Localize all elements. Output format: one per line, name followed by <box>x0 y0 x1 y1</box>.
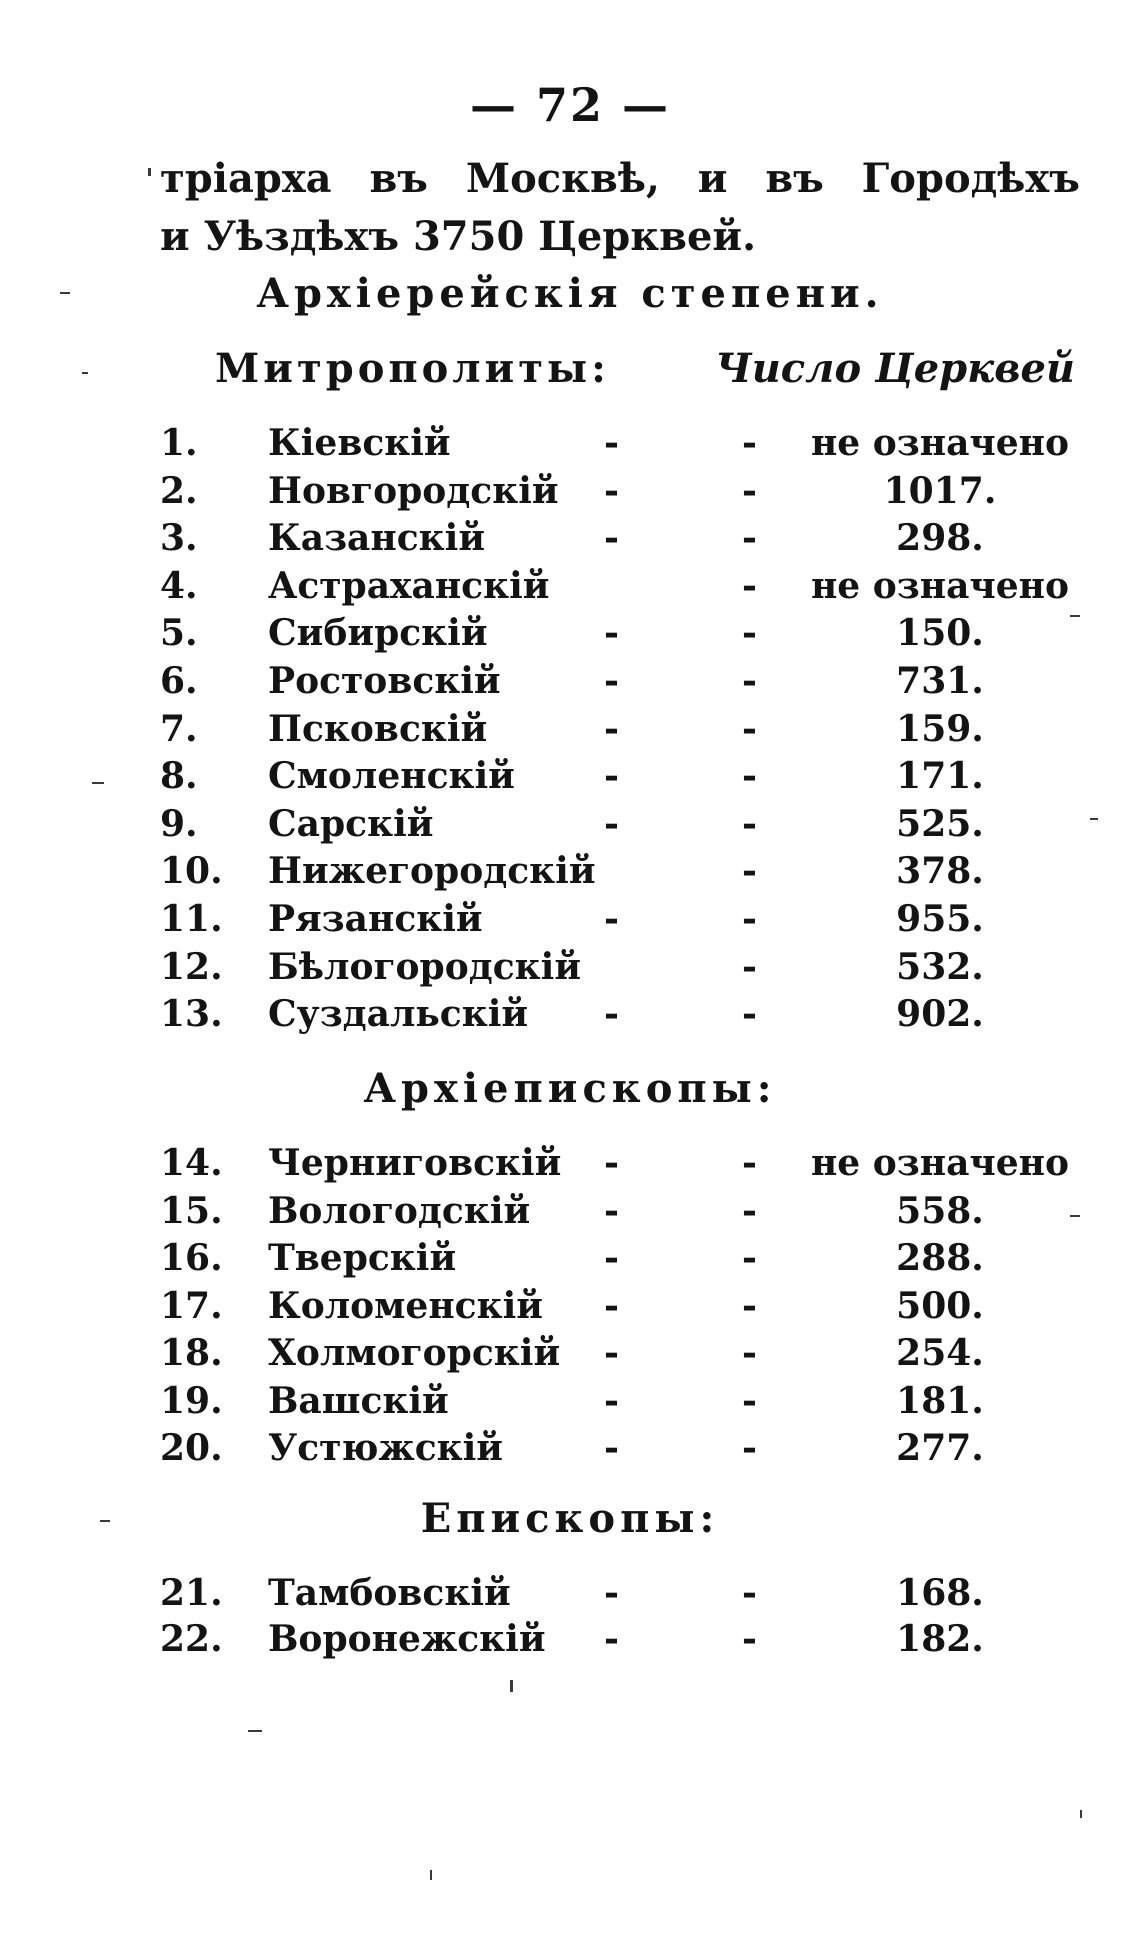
entry-number: 8. <box>160 755 198 798</box>
leader-dash: - <box>742 1427 757 1469</box>
leader-dash: - <box>742 802 757 845</box>
table-row <box>0 1140 1140 1186</box>
table-row <box>0 515 1140 561</box>
leader-dash: - <box>742 564 757 607</box>
intro-line-2: и Уѣздѣхъ 3750 Церквей. <box>160 213 756 260</box>
speck <box>248 1730 262 1732</box>
entry-number: 7. <box>160 707 198 750</box>
intro-word: тріарха <box>160 155 332 202</box>
table-row <box>0 753 1140 799</box>
church-count: 150. <box>896 612 984 655</box>
speck <box>1090 818 1098 820</box>
table-row <box>0 1425 1140 1471</box>
leader-dash: - <box>742 850 757 893</box>
leader-dash: - <box>604 517 619 560</box>
speck <box>92 782 104 784</box>
diocese-name: Рязанскій <box>268 898 483 940</box>
leader-dash: - <box>604 898 619 940</box>
leader-dash: - <box>604 1379 619 1422</box>
leader-dash: - <box>604 1237 619 1279</box>
leader-dash: - <box>604 1427 619 1469</box>
table-row <box>0 848 1140 894</box>
entry-number: 18. <box>160 1332 223 1374</box>
leader-dash: - <box>604 422 619 464</box>
leader-dash: - <box>742 660 757 702</box>
table-row <box>0 944 1140 990</box>
leader-dash: - <box>604 1332 619 1374</box>
table-row <box>0 991 1140 1037</box>
entry-number: 21. <box>160 1572 223 1614</box>
entry-number: 9. <box>160 802 198 845</box>
intro-paragraph <box>160 150 1080 266</box>
church-count: 731. <box>896 660 984 702</box>
speck <box>1070 615 1080 617</box>
table-row <box>0 658 1140 704</box>
leader-dash: - <box>742 1332 757 1374</box>
leader-dash: - <box>742 1237 757 1279</box>
church-count: 159. <box>896 707 984 750</box>
diocese-name: Астраханскій <box>268 564 550 607</box>
entry-number: 3. <box>160 517 198 560</box>
leader-dash: - <box>742 707 757 750</box>
leader-dash: - <box>742 1142 757 1184</box>
diocese-name: Суздальскій <box>268 993 529 1036</box>
church-count: 378. <box>896 850 984 893</box>
archbishops-title: Архіепископы: <box>363 1065 777 1112</box>
church-count: 532. <box>896 945 984 988</box>
church-count: 277. <box>896 1427 984 1469</box>
table-row <box>0 1188 1140 1234</box>
speck <box>60 292 70 294</box>
diocese-name: Коломенскій <box>268 1284 543 1327</box>
intro-word: и <box>697 155 728 202</box>
entry-number: 6. <box>160 660 198 702</box>
leader-dash: - <box>742 1284 757 1327</box>
leader-dash: - <box>604 612 619 655</box>
diocese-name: Ростовскій <box>268 660 501 702</box>
speck <box>430 1870 432 1880</box>
metropolitans-heading: Митрополиты: <box>215 345 610 392</box>
leader-dash: - <box>742 1189 757 1232</box>
diocese-name: Кіевскій <box>268 422 451 464</box>
diocese-name: Казанскій <box>268 517 486 560</box>
leader-dash: - <box>742 1572 757 1614</box>
leader-dash: - <box>742 945 757 988</box>
leader-dash: - <box>742 517 757 560</box>
church-count: 902. <box>896 993 984 1036</box>
leader-dash: - <box>742 1379 757 1422</box>
table-row <box>0 1330 1140 1376</box>
leader-dash: - <box>742 755 757 798</box>
table-row <box>0 1283 1140 1329</box>
church-count: 288. <box>896 1237 984 1279</box>
bishops-title: Епископы: <box>420 1495 720 1542</box>
entry-number: 1. <box>160 422 198 464</box>
speck <box>82 372 88 374</box>
table-row <box>0 706 1140 752</box>
leader-dash: - <box>604 755 619 798</box>
entry-number: 16. <box>160 1237 223 1279</box>
table-row <box>0 1378 1140 1424</box>
diocese-name: Нижегородскій <box>268 850 596 893</box>
church-count: не означено <box>810 422 1070 464</box>
table-row <box>0 1616 1140 1662</box>
leader-dash: - <box>604 1572 619 1614</box>
leader-dash: - <box>742 993 757 1036</box>
church-count: не означено <box>810 1142 1070 1184</box>
intro-line-1 <box>160 150 1080 208</box>
table-row <box>0 1570 1140 1616</box>
speck <box>100 1520 110 1522</box>
leader-dash: - <box>604 993 619 1036</box>
leader-dash: - <box>742 422 757 464</box>
entry-number: 20. <box>160 1427 223 1469</box>
speck <box>148 168 151 176</box>
diocese-name: Устюжскій <box>268 1427 504 1469</box>
church-count: 182. <box>896 1618 984 1660</box>
church-count-heading: Число Церквей <box>715 345 1075 392</box>
diocese-name: Черниговскій <box>268 1142 562 1184</box>
church-count: 955. <box>896 898 984 940</box>
leader-dash: - <box>742 612 757 655</box>
entry-number: 2. <box>160 469 198 512</box>
diocese-name: Бѣлогородскій <box>268 945 582 988</box>
diocese-name: Воронежскій <box>268 1618 546 1660</box>
diocese-name: Сибирскій <box>268 612 488 655</box>
leader-dash: - <box>604 1142 619 1184</box>
diocese-name: Сарскій <box>268 802 434 845</box>
entry-number: 4. <box>160 564 198 607</box>
diocese-name: Тамбовскій <box>268 1572 511 1614</box>
intro-word: въ <box>369 155 428 202</box>
table-row <box>0 563 1140 609</box>
page-number: — 72 — <box>469 78 671 132</box>
church-count: не означено <box>810 564 1070 607</box>
speck <box>1080 1810 1082 1818</box>
leader-dash: - <box>604 1189 619 1232</box>
leader-dash: - <box>604 660 619 702</box>
leader-dash: - <box>604 707 619 750</box>
entry-number: 22. <box>160 1618 223 1660</box>
entry-number: 13. <box>160 993 223 1036</box>
church-count: 254. <box>896 1332 984 1374</box>
church-count: 181. <box>896 1379 984 1422</box>
church-count: 525. <box>896 802 984 845</box>
church-count: 500. <box>896 1284 984 1327</box>
diocese-name: Псковскій <box>268 707 488 750</box>
table-row <box>0 468 1140 514</box>
intro-word: Городѣхъ <box>861 155 1080 202</box>
table-row <box>0 896 1140 942</box>
diocese-name: Вашскій <box>268 1379 449 1422</box>
table-row <box>0 610 1140 656</box>
entry-number: 10. <box>160 850 223 893</box>
table-row <box>0 420 1140 466</box>
church-count: 298. <box>896 517 984 560</box>
leader-dash: - <box>604 1284 619 1327</box>
church-count: 1017. <box>883 469 997 512</box>
church-count: 168. <box>896 1572 984 1614</box>
intro-word: въ <box>765 155 824 202</box>
entry-number: 11. <box>160 898 223 940</box>
entry-number: 14. <box>160 1142 223 1184</box>
speck <box>1070 1215 1080 1217</box>
entry-number: 5. <box>160 612 198 655</box>
diocese-name: Смоленскій <box>268 755 515 798</box>
table-row <box>0 1235 1140 1281</box>
leader-dash: - <box>604 1618 619 1660</box>
leader-dash: - <box>604 802 619 845</box>
leader-dash: - <box>604 469 619 512</box>
entry-number: 17. <box>160 1284 223 1327</box>
diocese-name: Тверскій <box>268 1237 457 1279</box>
leader-dash: - <box>742 469 757 512</box>
diocese-name: Вологодскій <box>268 1189 531 1232</box>
leader-dash: - <box>742 1618 757 1660</box>
leader-dash: - <box>742 898 757 940</box>
speck <box>510 1680 513 1692</box>
church-count: 558. <box>896 1189 984 1232</box>
church-count: 171. <box>896 755 984 798</box>
section-title: Архіерейскія степени. <box>256 270 884 317</box>
diocese-name: Холмогорскій <box>268 1332 561 1374</box>
entry-number: 12. <box>160 945 223 988</box>
entry-number: 19. <box>160 1379 223 1422</box>
diocese-name: Новгородскій <box>268 469 559 512</box>
entry-number: 15. <box>160 1189 223 1232</box>
table-row <box>0 801 1140 847</box>
intro-word: Москвѣ, <box>465 155 660 202</box>
